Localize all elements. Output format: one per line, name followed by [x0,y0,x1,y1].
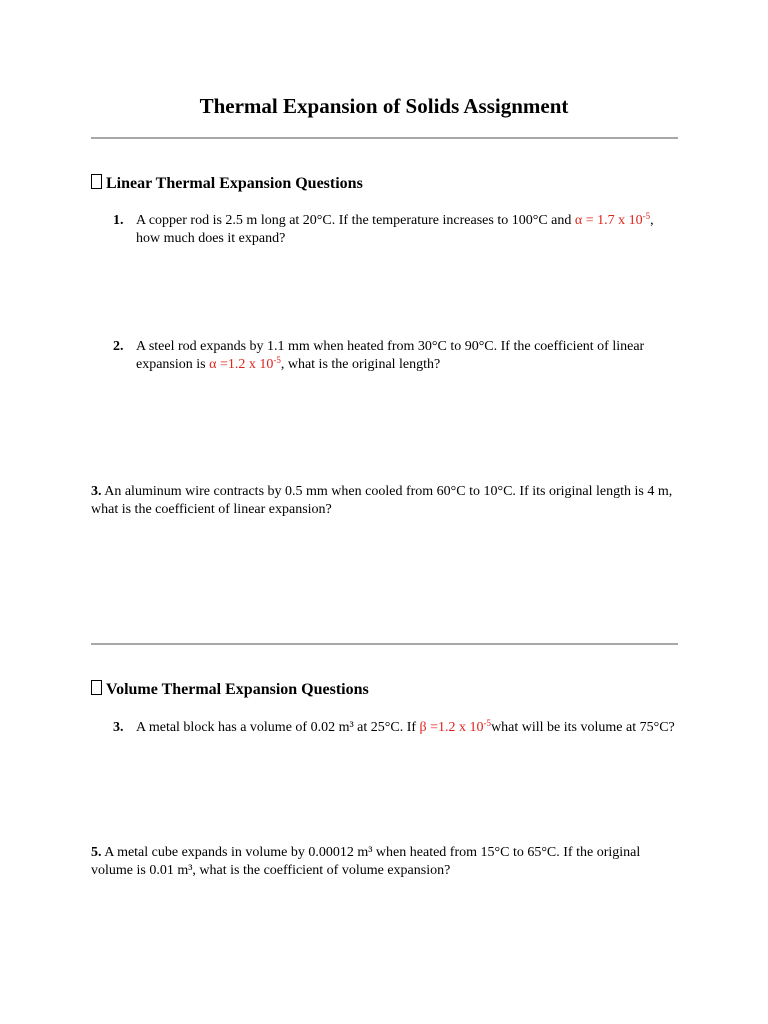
question-text: A steel rod expands by 1.1 mm when heated from 30°C to 90°C. If the coefficient of linear expansion is [136,339,645,372]
question-number: 3. [91,484,102,499]
section-divider [91,643,678,645]
question-5 [91,844,681,880]
title-divider [91,137,678,139]
question-text-end: , how much does it expand? [136,213,654,246]
question-text-end: what will be its volume at 75°C? [491,720,675,735]
question-number: 5. [91,845,102,860]
question-3-volume [136,719,681,737]
section-heading-linear [91,173,363,195]
question-2 [136,338,681,374]
section-heading-volume [91,679,369,701]
question-text: A metal cube expands in volume by 0.00012 m³ when heated from 15°C to 65°C. If the original volume is 0.01 m³, what is the coefficient of volume expansion? [91,845,641,878]
question-number: 1. [113,213,124,228]
coefficient-value: α = 1.7 x $10^{-5}$ [574,211,651,228]
coefficient-value: β =1.2 x $10^{-5}$ [419,718,492,735]
box-icon [91,680,102,695]
question-text: An aluminum wire contracts by 0.5 mm when cooled from 60°C to 10°C. If its original length is 4 m, what is the coefficient of linear expansion? [91,484,673,517]
section-heading-label: Linear Thermal Expansion Questions [106,175,363,192]
question-number: 2. [113,339,124,354]
question-text-end: , what is the original length? [280,357,441,372]
question-number: 3. [113,720,124,735]
question-text: A copper rod is 2.5 m long at 20°C. If the temperature increases to 100°C and [136,213,575,228]
question-3-linear [91,483,681,519]
section-heading-label: Volume Thermal Expansion Questions [106,681,369,698]
box-icon [91,174,102,189]
coefficient-value: α =1.2 x $10^{-5}$ [209,355,281,372]
page-title: Thermal Expansion of Solids Assignment [199,94,569,118]
question-text: A metal block has a volume of 0.02 m³ at 25°C. If [136,720,420,735]
question-1 [136,212,681,248]
